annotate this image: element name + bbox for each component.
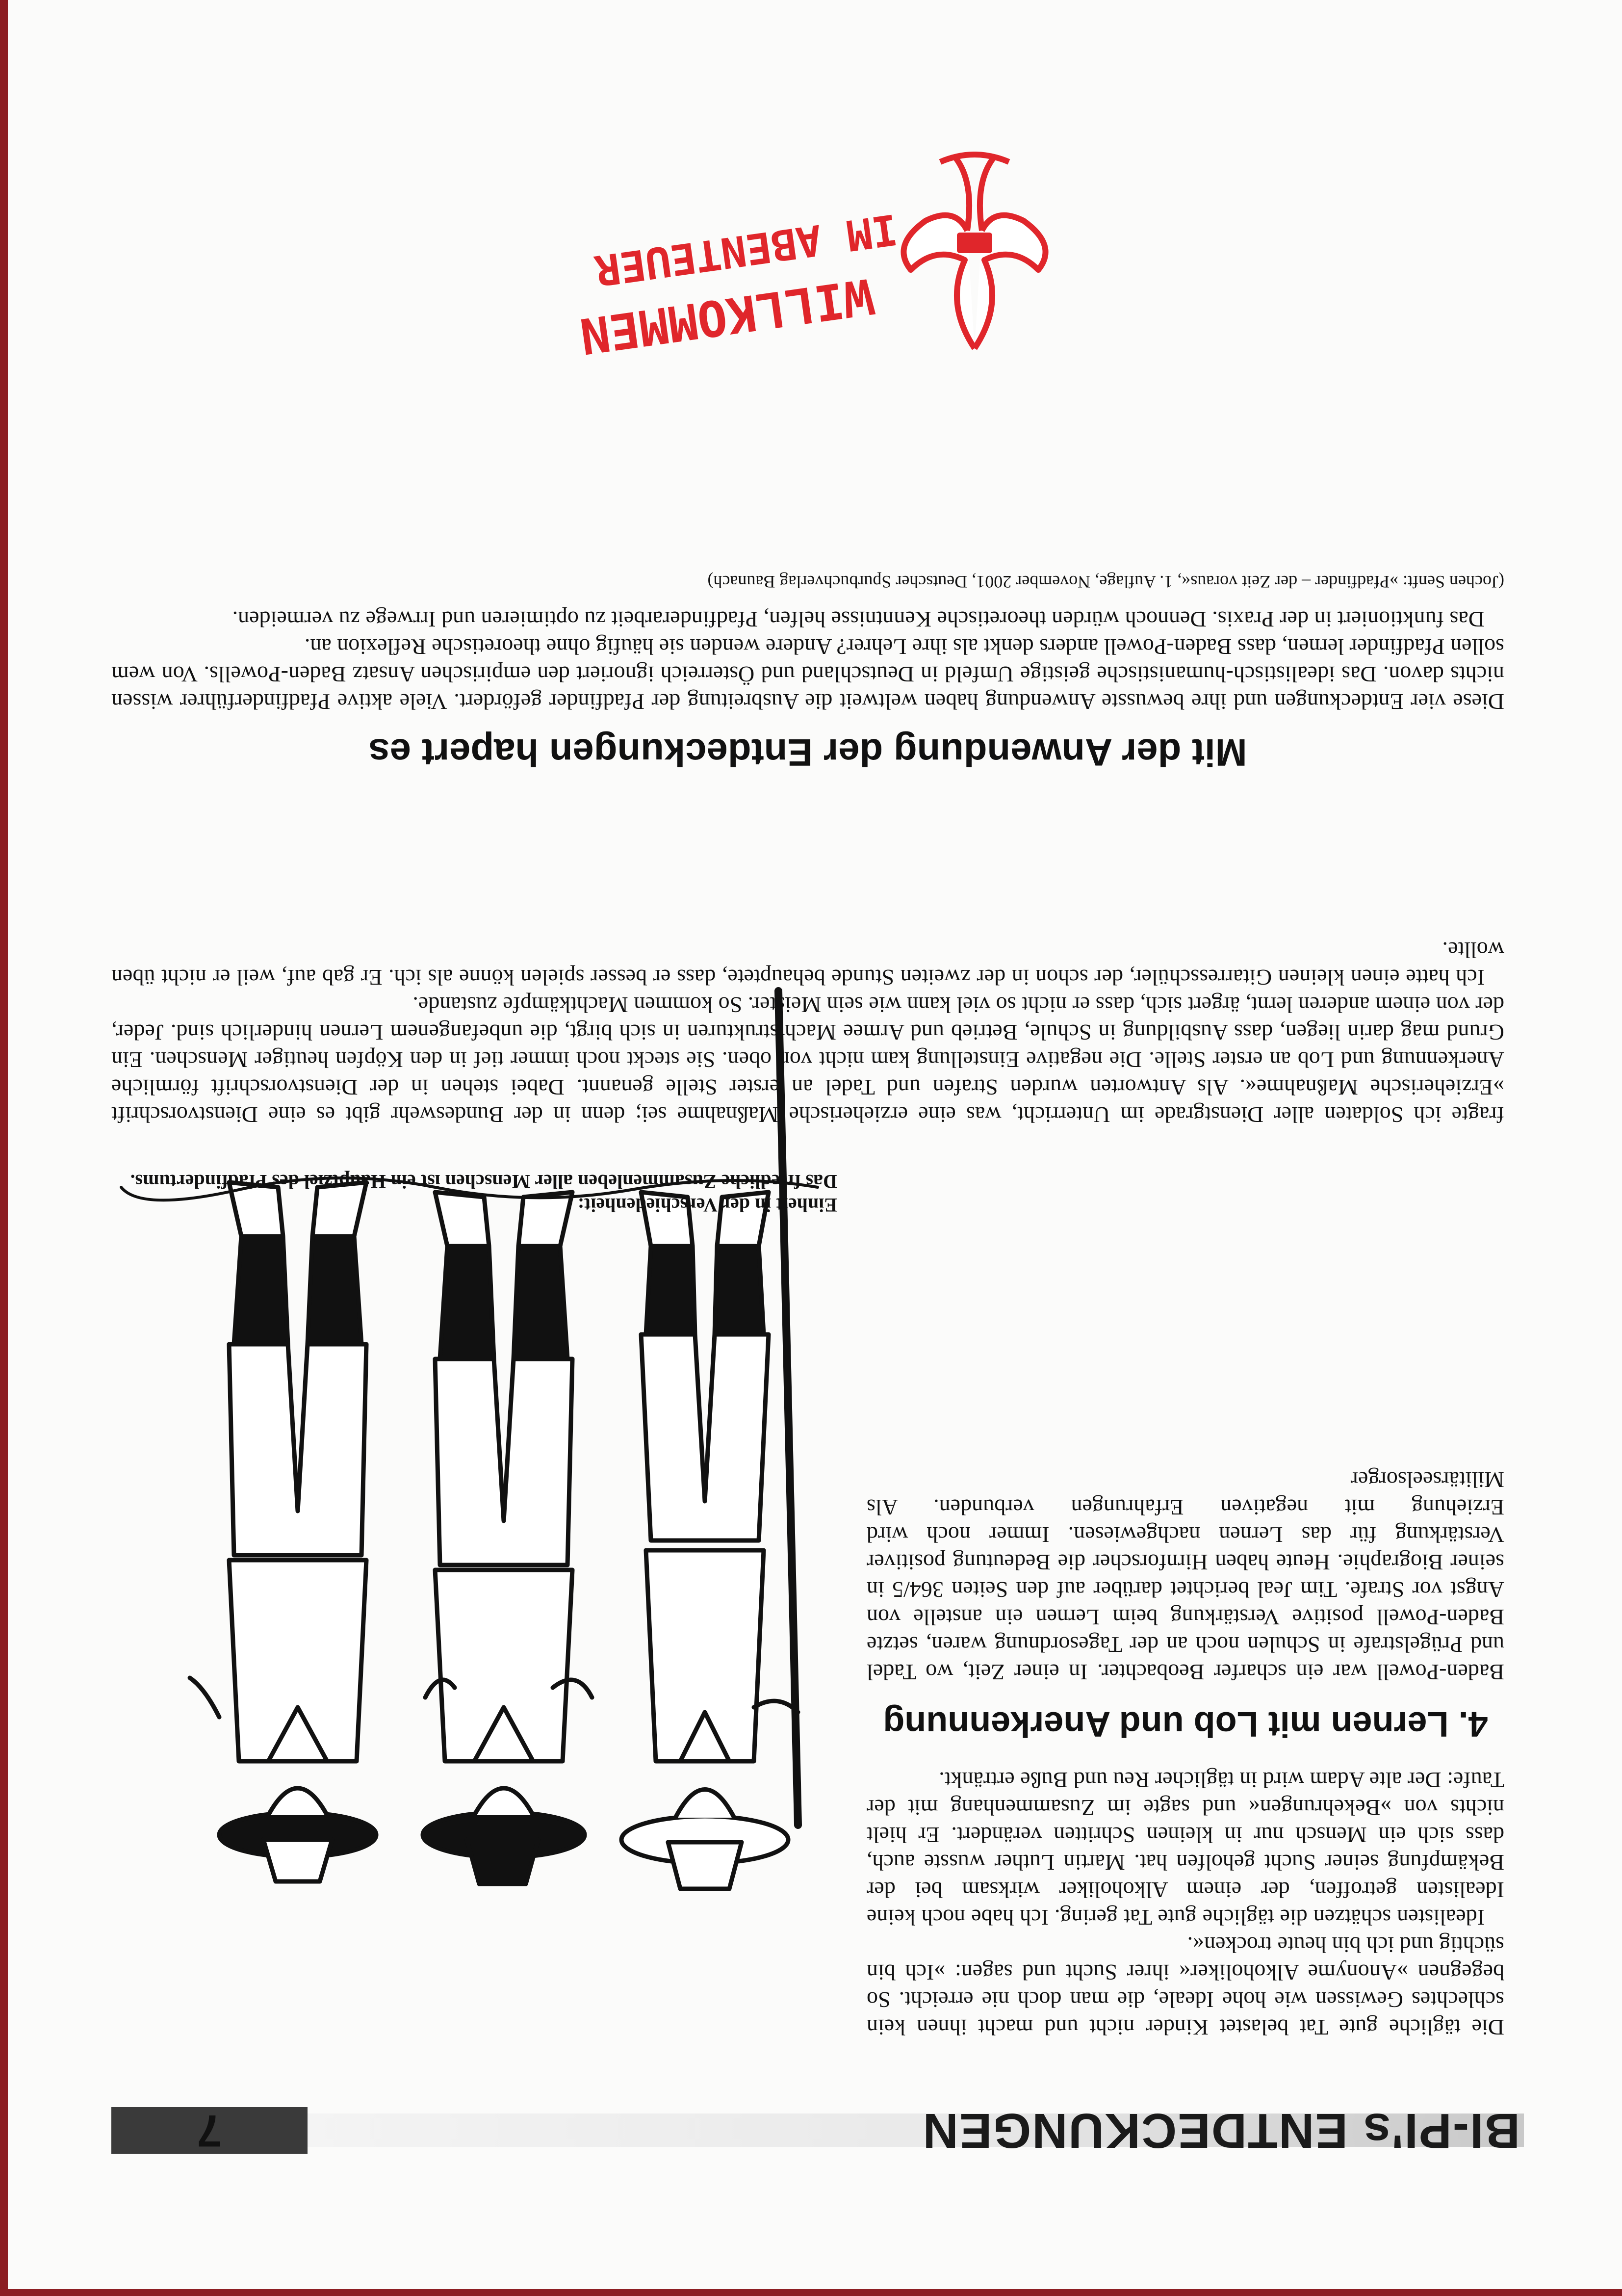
page-header (111, 2103, 1524, 2158)
paragraph-soldiers: fragte ich Soldaten aller Dienstgrade im Unterricht, was eine erzieherische Maßnahme sei; denn in der Bundeswehr gibt es eine Dienstvorschrift »Erzieherische Maßnahme«. Als Antworten wurden Strafen und Tadel an erster Stelle genannt. Dabei stehen in der Dienstvorschrift förmliche Anerkennung und Lob an erster Stelle. Die negative Einstellung kam nicht von oben. Sie steckt noch immer tief in den Köpfen heutiger Menschen. Ein Grund mag darin liegen, dass Ausbildung in Schule, Betrieb und Armee Machtstrukturen in sich birgt, die unbefangenem Lernen hinderlich sind. Jeder, der von einem anderen lernt, ärgert sich, dass er nicht so viel kann wie sein Meister. So kommen Machtkämpfe zustande. (111, 992, 1504, 1127)
source-citation: (Jochen Senft: »Pfadfinder – der Zeit voraus«, 1. Auflage, November 2001, Deutscher Spurbuchverlag Baunach) (707, 572, 1504, 592)
paragraph-guitar-student: Ich hatte einen kleinen Gitarresschüler, der schon in der zweiten Stunde behauptete, dass er besser spielen könne als ich. Er gab auf, weil er nicht üben wollte. (111, 938, 1504, 990)
page-number: 7 (197, 2106, 222, 2156)
left-column (867, 1466, 1504, 2041)
willkommen-logo (528, 142, 1068, 368)
scout-figure-right (190, 1182, 376, 1881)
fleur-de-lis-icon (903, 155, 1045, 348)
illustration-caption (111, 1170, 837, 1217)
heading-application: Mit der Anwendung der Entdeckungen hapert es (368, 731, 1247, 774)
paragraph-daily-good-deed: Die tägliche gute Tat belastet Kinder nicht und macht ihnen kein schlechtes Gewissen wie hohe Ideale, die man doch nie erreicht. So begegnen »Anonyme Alkoholiker« ihrer Sucht und sagen: »Ich bin süchtig und ich bin heute trocken«. (867, 1932, 1504, 2040)
logo-line-willkommen: WILLKOMMEN (576, 267, 877, 365)
section-application (111, 571, 1504, 775)
full-width-text (111, 936, 1504, 1128)
paragraph-four-discoveries: Diese vier Entdeckungen und ihre bewusste Anwendung haben weltweit die Ausbreitung der Pfadfinder gefördert. Viele aktive Pfadfinderführer wissen nichts davon. Das idealistisch-humanistische geistige Umfeld in Deutschland und Österreich ignoriert den empirischen Ansatz Baden-Powells. Von wem sollen Pfadfinder lernen, dass Baden-Powell anders denkt als ihre Lehrer? Andere wenden sie häufig ohne theoretische Reflexion an. (111, 634, 1504, 714)
paragraph-practice: Das funktioniert in der Praxis. Dennoch würden theoretische Kenntnisse helfen, Pfadfinderarbeit zu optimieren und Irrwege zu vermeiden. (232, 607, 1485, 632)
paragraph-idealists: Idealisten schätzen die tägliche gute Tat gering. Ich habe noch keine Idealisten getroffen, der einem Alkoholiker wirksam bei der Bekämpfung seiner Sucht geholfen hat. Martin Luther wusste auch, dass sich ein Mensch nur in kleinen Schritten verändert. Er hielt nichts von »Bekehrungen« und sagte im Zusammenhang mit der Taufe: Der alte Adam wird in täglicher Reu und Buße ertränkt. (867, 1768, 1504, 1930)
caption-heading: Einheit in der Verschiedenheit: (577, 1194, 837, 1216)
caption-text: Das friedliche Zusammenleben aller Menschen ist ein Hauptziel des Pfadfindertums. (130, 1171, 837, 1193)
subheading-learning-praise: 4. Lernen mit Lob und Anerkennung (883, 1704, 1488, 1744)
header-title: BI-PI's ENTDECKUNGEN (922, 2103, 1520, 2158)
page-number-box (111, 2107, 308, 2154)
paragraph-baden-powell-observer: Baden-Powell war ein scharfer Beobachter. In einer Zeit, wo Tadel und Prügelstrafe in Schulen noch an der Tagesordnung waren, setzte Baden-Powell positive Verstärkung beim Lernen ein anstelle von Angst vor Strafe. Tim Jeal berichtet darüber auf den Seiten 364/5 in seiner Biographie. Heute haben Hirnforscher die Bedeutung positiver Verstärkung für das Lernen nachgewiesen. Immer noch wird Erziehung mit negativen Erfahrungen verbunden. Als Militärseelsorger (867, 1467, 1504, 1685)
logo-line-im-abenteuer: IM ABENTEUER (592, 204, 901, 295)
scout-figure-middle (423, 1192, 592, 1884)
